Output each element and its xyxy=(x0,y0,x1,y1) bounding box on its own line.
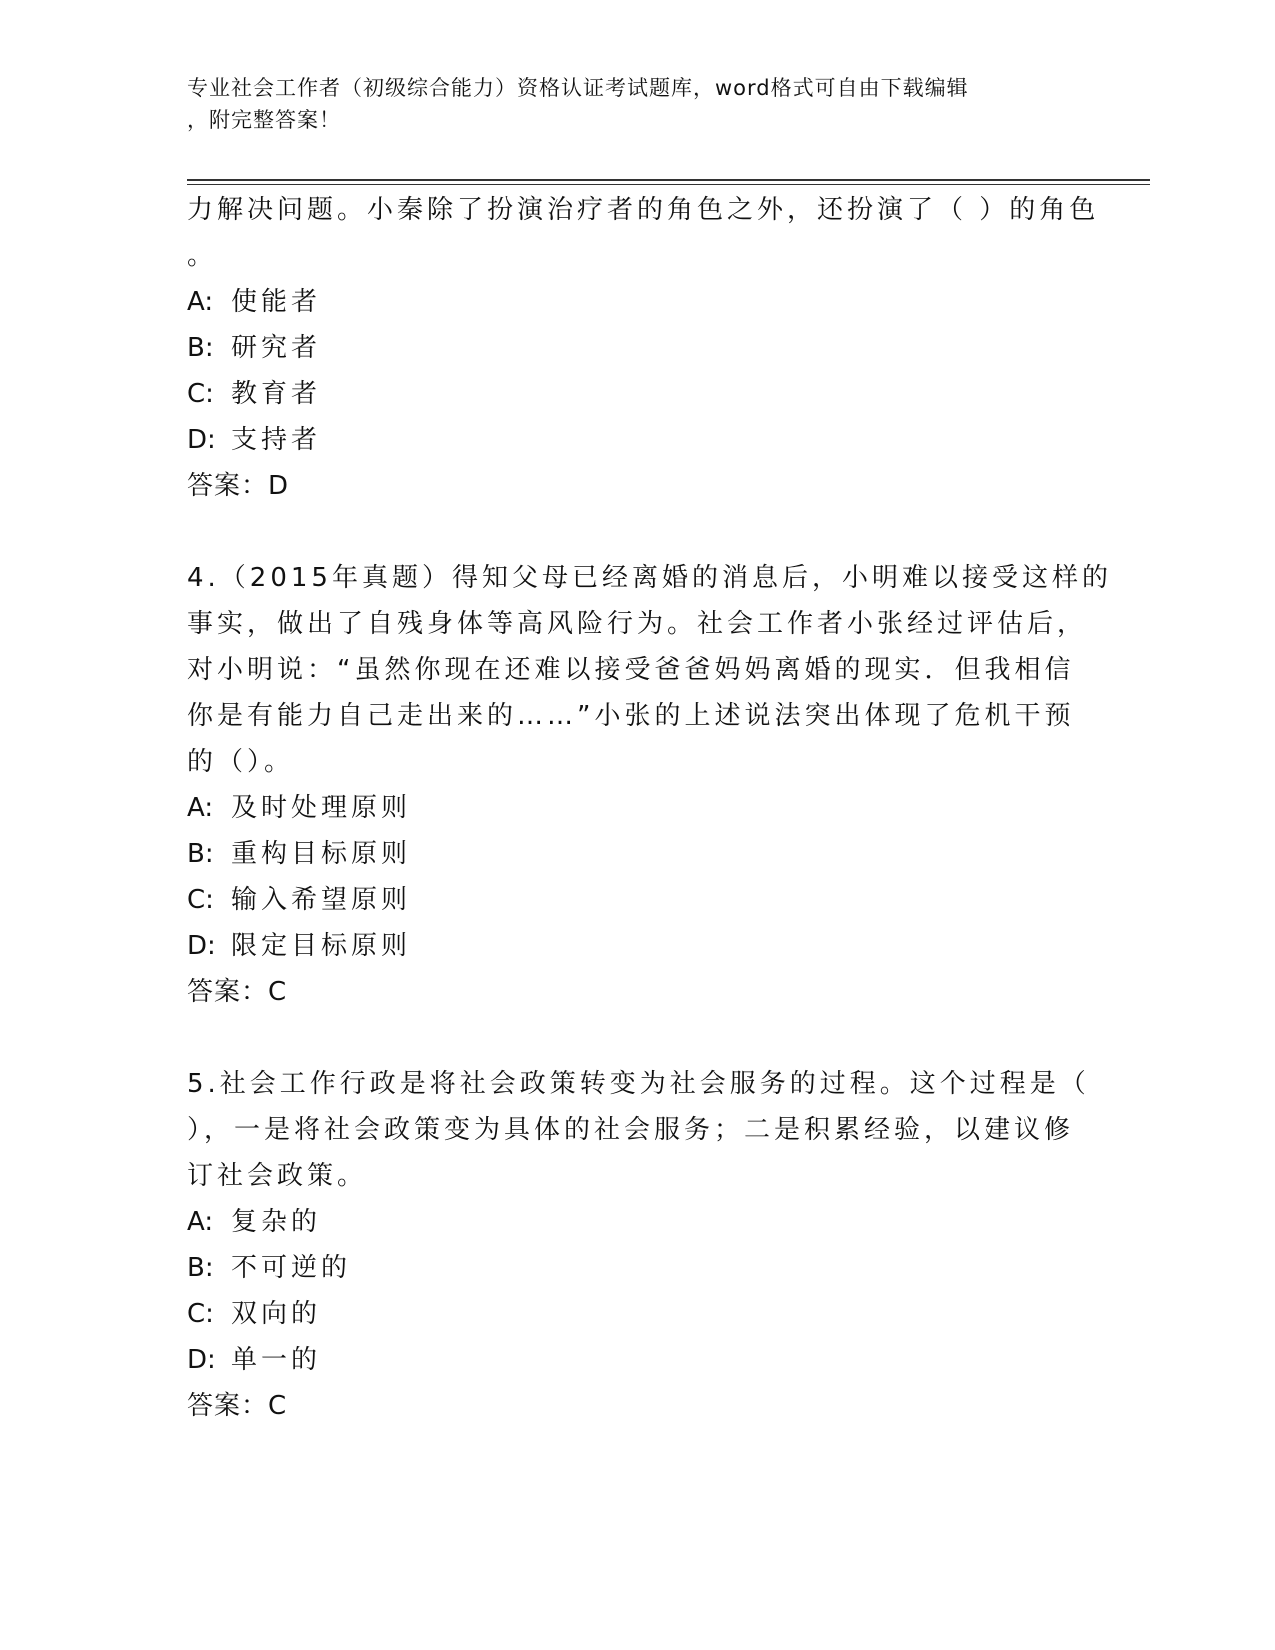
option-text: 使能者 xyxy=(231,287,322,317)
header-line-1: 专业社会工作者（初级综合能力）资格认证考试题库，word格式可自由下载编辑 xyxy=(187,76,969,100)
question-5 xyxy=(187,1061,1090,1429)
option-a xyxy=(187,1199,1087,1245)
question-stem-line: 对小明说：“虽然你现在还难以接受爸爸妈妈离婚的现实．但我相信 xyxy=(187,655,1075,685)
spacer xyxy=(187,1015,1087,1061)
spacer xyxy=(187,509,1087,555)
option-letter: B: xyxy=(187,839,214,869)
option-letter: B: xyxy=(187,1253,214,1283)
question-list xyxy=(187,187,1112,1429)
option-c xyxy=(187,877,1087,923)
header-line-2: ，附完整答案！ xyxy=(187,108,341,132)
answer-line: 答案：D xyxy=(187,471,290,501)
option-text: 研究者 xyxy=(231,333,322,363)
option-text: 输入希望原则 xyxy=(231,885,412,915)
option-c xyxy=(187,1291,1087,1337)
option-letter: D: xyxy=(187,1345,216,1375)
option-letter: A: xyxy=(187,793,214,823)
question-stem-line: 事实，做出了自残身体等高风险行为。社会工作者小张经过评估后， xyxy=(187,609,1088,639)
option-text: 限定目标原则 xyxy=(231,931,412,961)
question-stem-line: 订社会政策。 xyxy=(187,1161,368,1191)
option-text: 教育者 xyxy=(231,379,322,409)
answer-line: 答案：C xyxy=(187,1391,288,1421)
option-text: 复杂的 xyxy=(231,1207,322,1237)
question-stem-line: 4.（2015年真题）得知父母已经离婚的消息后，小明难以接受这样的 xyxy=(187,563,1112,593)
option-letter: C: xyxy=(187,885,214,915)
option-letter: B: xyxy=(187,333,214,363)
answer-line: 答案：C xyxy=(187,977,288,1007)
option-a xyxy=(187,279,1087,325)
option-letter: D: xyxy=(187,931,216,961)
option-letter: C: xyxy=(187,1299,214,1329)
question-stem-line: 的（）。 xyxy=(187,747,295,777)
option-letter: D: xyxy=(187,425,216,455)
option-c xyxy=(187,371,1087,417)
option-text: 支持者 xyxy=(231,425,322,455)
question-stem-line: 力解决问题。小秦除了扮演治疗者的角色之外，还扮演了（ ）的角色 xyxy=(187,195,1100,225)
header-divider-thick xyxy=(187,179,1150,181)
question-stem-line: 你是有能力自己走出来的……”小张的上述说法突出体现了危机干预 xyxy=(187,701,1075,731)
option-b xyxy=(187,1245,1087,1291)
option-letter: C: xyxy=(187,379,214,409)
question-stem-line: ），一是将社会政策变为具体的社会服务；二是积累经验，以建议修 xyxy=(187,1115,1075,1145)
option-letter: A: xyxy=(187,1207,214,1237)
option-b xyxy=(187,831,1087,877)
option-text: 单一的 xyxy=(231,1345,322,1375)
option-text: 重构目标原则 xyxy=(231,839,412,869)
question-stem-line: 5.社会工作行政是将社会政策转变为社会服务的过程。这个过程是（ xyxy=(187,1069,1090,1099)
option-text: 及时处理原则 xyxy=(231,793,412,823)
option-text: 双向的 xyxy=(231,1299,322,1329)
header-divider-thin xyxy=(187,184,1150,185)
question-stem-line: 。 xyxy=(187,241,218,271)
option-letter: A: xyxy=(187,287,214,317)
option-d xyxy=(187,417,1087,463)
question-3 xyxy=(187,187,1100,509)
question-4 xyxy=(187,555,1112,1015)
document-header xyxy=(187,72,1067,136)
option-d xyxy=(187,923,1087,969)
option-text: 不可逆的 xyxy=(231,1253,352,1283)
option-d xyxy=(187,1337,1087,1383)
option-b xyxy=(187,325,1087,371)
option-a xyxy=(187,785,1087,831)
